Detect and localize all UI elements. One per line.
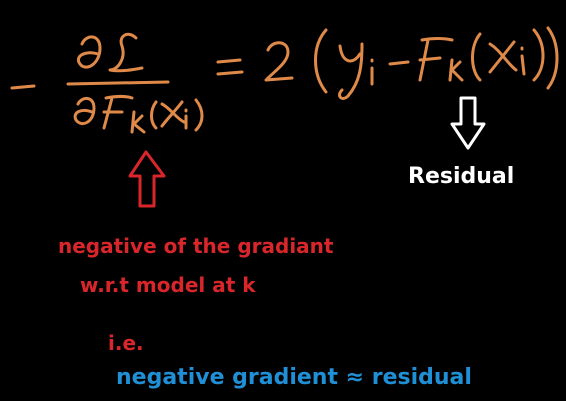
paren-open-denominator — [152, 102, 157, 128]
negative-gradient-label: negative of the gradiant — [58, 234, 334, 258]
paren-close-main — [548, 28, 557, 88]
digit-2 — [266, 43, 292, 80]
ie-label: i.e. — [108, 331, 144, 355]
fraction-bar — [68, 82, 168, 84]
equals-top — [218, 60, 240, 62]
paren-open-xi — [473, 34, 481, 80]
letter-L — [110, 34, 142, 71]
gradient-up-arrow-icon — [130, 152, 164, 206]
paren-open-main — [316, 30, 327, 92]
letter-F — [104, 97, 132, 129]
subscript-k — [132, 112, 144, 132]
letter-y — [340, 44, 362, 98]
letter-x-denominator — [162, 102, 184, 126]
wrt-model-label: w.r.t model at k — [80, 273, 256, 297]
partial-symbol-numerator — [78, 37, 100, 67]
paren-close-xi — [534, 30, 543, 80]
partial-symbol-denominator — [75, 98, 94, 123]
residual-down-arrow-icon — [452, 98, 484, 148]
subscript-i-main — [522, 48, 524, 74]
letter-x-main — [490, 42, 516, 72]
subscript-k-main — [450, 60, 462, 80]
minus-inner — [390, 62, 408, 64]
paren-close-denominator — [196, 100, 202, 130]
residual-label: Residual — [408, 164, 515, 189]
minus-sign — [12, 86, 34, 88]
approximation-label: negative gradient ≈ residual — [116, 365, 472, 390]
equals-bottom — [218, 72, 242, 74]
letter-F-main — [420, 39, 452, 81]
